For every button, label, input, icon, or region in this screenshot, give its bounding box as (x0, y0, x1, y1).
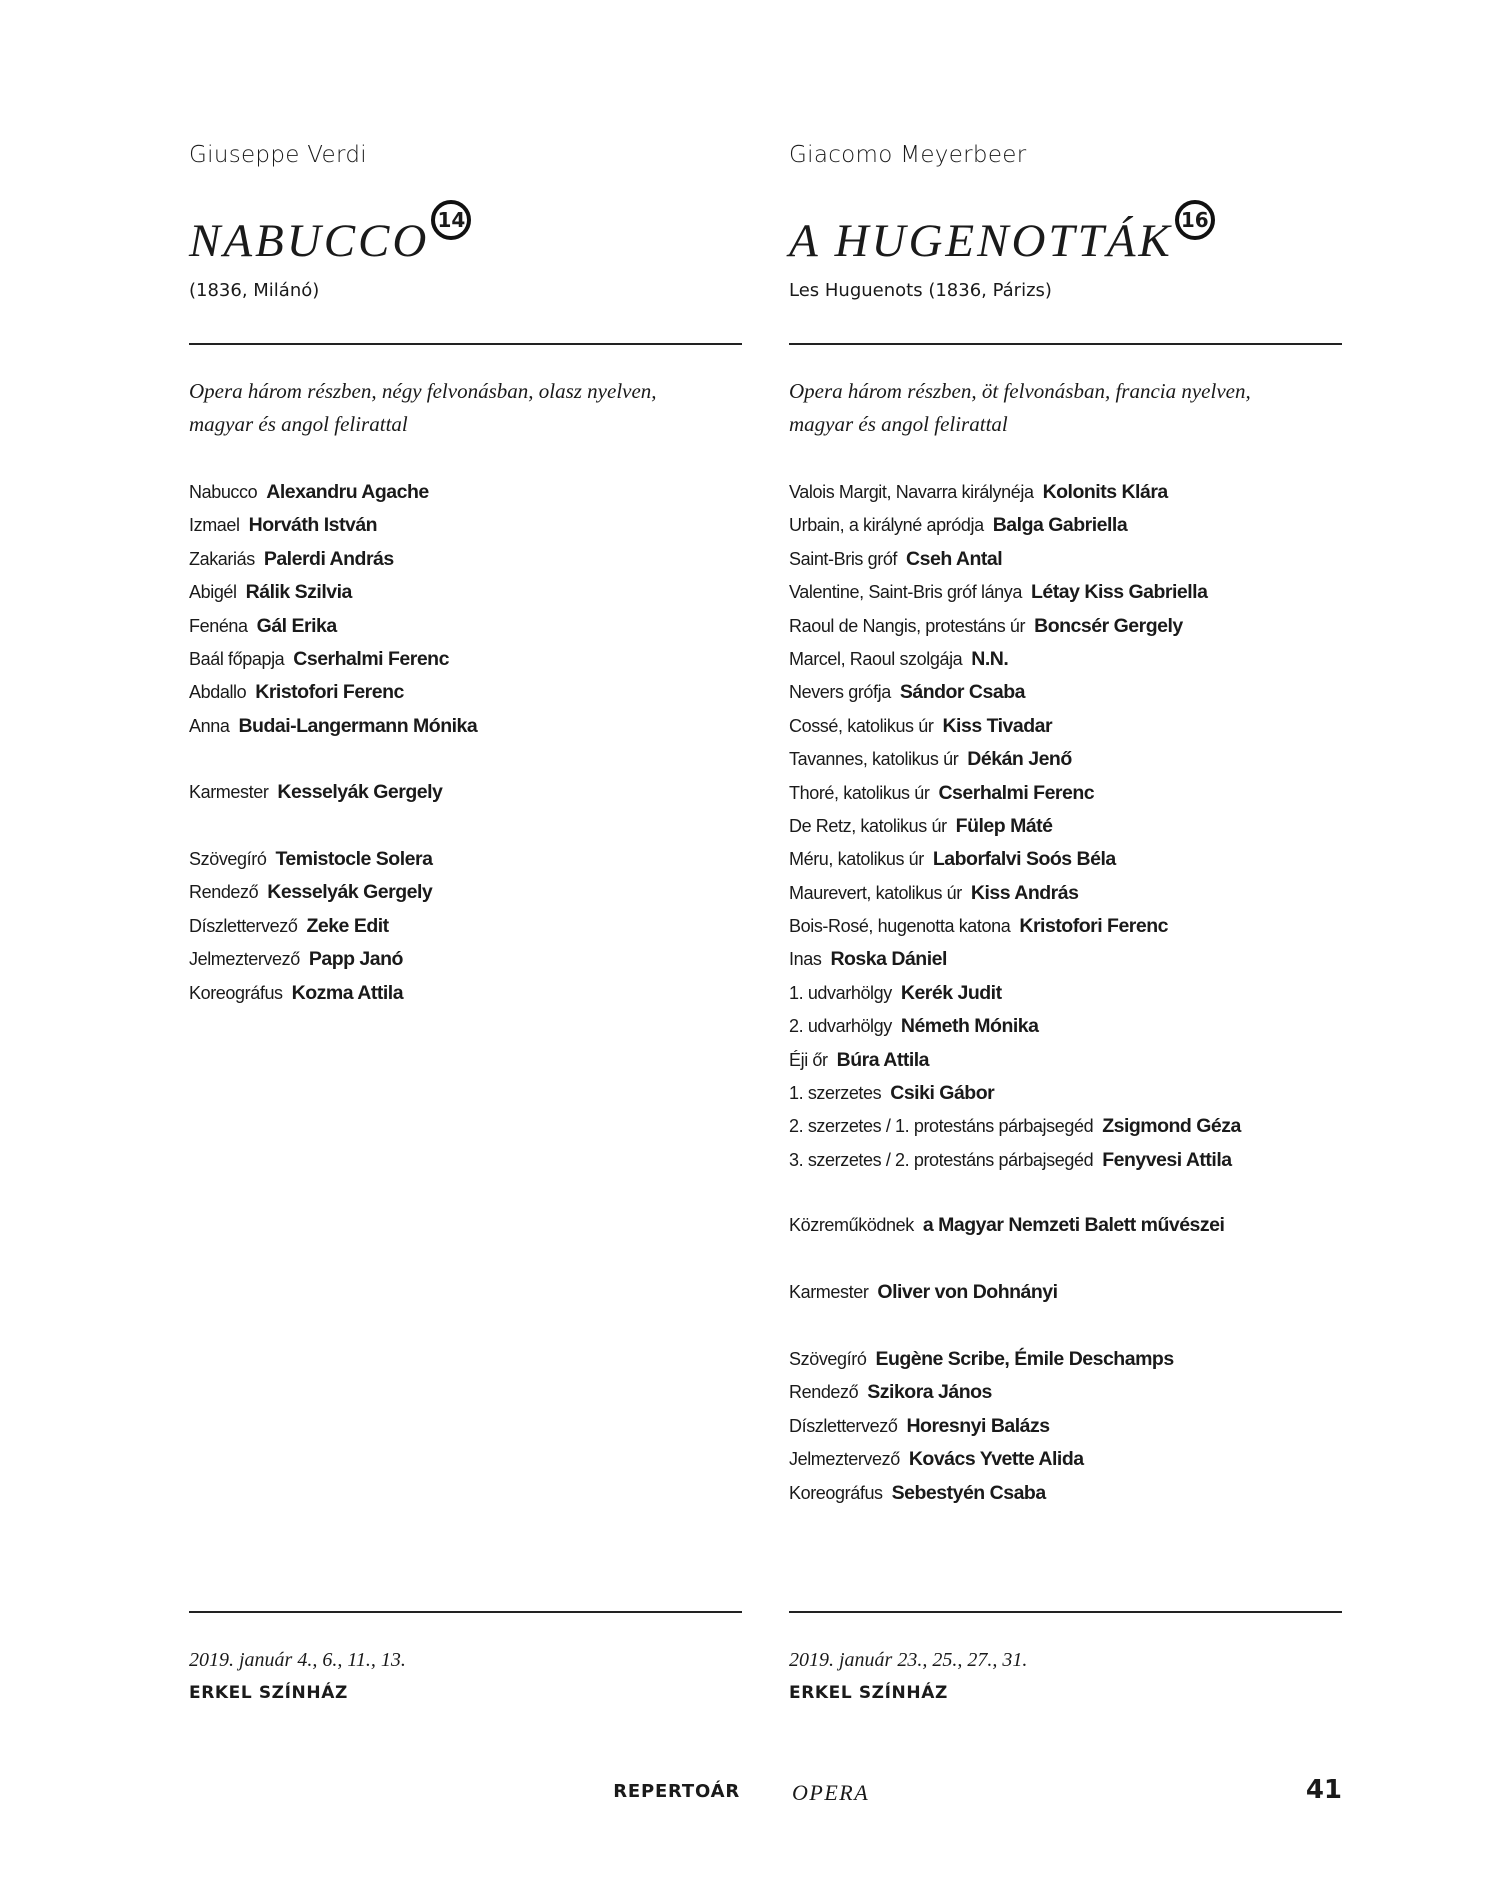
cast-row (189, 576, 742, 609)
crew-row (189, 843, 742, 876)
performer-name: Horváth István (248, 514, 378, 537)
cast-row (789, 476, 1342, 509)
performer-name: Gál Erika (256, 614, 337, 637)
crew-list (789, 1343, 1342, 1510)
performer-name: Oliver von Dohnányi (877, 1281, 1058, 1303)
conductor-row (789, 1276, 1342, 1309)
cast-row (789, 810, 1342, 843)
cast-row (789, 1077, 1342, 1110)
participants-row (789, 1209, 1342, 1242)
performer-name: Kristofori Ferenc (255, 681, 404, 704)
role-label: Karmester (789, 1282, 869, 1302)
role-label: Thoré, katolikus úr (789, 782, 930, 803)
performer-name: Kristofori Ferenc (1019, 915, 1168, 938)
performer-name: Fenyvesi Attila (1102, 1148, 1232, 1171)
cast-row (789, 1110, 1342, 1143)
conductor-block (189, 776, 742, 809)
role-label: Marcel, Raoul szolgája (789, 648, 963, 669)
performer-name: Cserhalmi Ferenc (293, 647, 449, 670)
performance-dates: 2019. január 23., 25., 27., 31. (789, 1649, 1028, 1671)
role-label: 1. szerzetes (789, 1083, 882, 1104)
cast-row (789, 1010, 1342, 1043)
title-block (789, 208, 1215, 267)
performer-name: Rálik Szilvia (245, 581, 352, 604)
crew-name: Kozma Attila (291, 981, 404, 1004)
role-label: Koreográfus (189, 982, 283, 1003)
cast-row (789, 1144, 1342, 1177)
footer-category-label: OPERA (792, 1780, 870, 1805)
performer-name: Kolonits Klára (1042, 481, 1168, 503)
cast-row (789, 777, 1342, 810)
crew-name: Kesselyák Gergely (267, 881, 433, 904)
production-subtitle: (1836, Milánó) (189, 280, 320, 301)
role-label: Cossé, katolikus úr (789, 715, 934, 736)
production-description (189, 375, 657, 441)
cast-row (189, 476, 742, 509)
crew-name: Sebestyén Csaba (891, 1481, 1046, 1504)
cast-row (189, 610, 742, 643)
performer-name: Sándor Csaba (899, 681, 1025, 704)
performer-name: Kesselyák Gergely (277, 781, 443, 803)
performance-dates: 2019. január 4., 6., 11., 13. (189, 1649, 406, 1671)
cast-list (189, 476, 742, 743)
role-label: 1. udvarhölgy (789, 982, 892, 1003)
performer-name: Kiss András (970, 881, 1079, 904)
cast-row (189, 676, 742, 709)
performer-name: Cseh Antal (906, 547, 1003, 570)
production-description (789, 375, 1251, 441)
role-label: Rendező (189, 882, 259, 903)
composer-name: Giacomo Meyerbeer (789, 142, 1027, 168)
top-divider (189, 343, 742, 345)
role-label: 2. szerzetes / 1. protestáns párbajsegéd (789, 1116, 1094, 1137)
cast-row (789, 643, 1342, 676)
age-rating-badge: 14 (431, 200, 471, 240)
role-label: Urbain, a királyné apródja (789, 515, 984, 536)
crew-row (789, 1443, 1342, 1476)
venue-name: ERKEL SZÍNHÁZ (789, 1683, 948, 1703)
description-line: magyar és angol felirattal (789, 412, 1008, 436)
role-label: Éji őr (789, 1049, 828, 1070)
cast-list (789, 476, 1342, 1177)
cast-row (789, 843, 1342, 876)
role-label: Saint-Bris gróf (789, 548, 898, 569)
crew-name: Temistocle Solera (275, 848, 433, 870)
crew-list (189, 843, 742, 1010)
cast-row (189, 710, 742, 743)
production-subtitle: Les Huguenots (1836, Párizs) (789, 280, 1052, 301)
role-label: Jelmeztervező (189, 949, 300, 970)
performer-name: Kiss Tivadar (942, 714, 1053, 737)
performer-name: N.N. (971, 647, 1009, 670)
crew-row (789, 1410, 1342, 1443)
role-label: 3. szerzetes / 2. protestáns párbajsegéd (789, 1149, 1094, 1170)
performer-name: Cserhalmi Ferenc (938, 781, 1095, 804)
title-block (189, 208, 471, 267)
crew-row (189, 943, 742, 976)
cast-row (789, 610, 1342, 643)
crew-name: Papp Janó (308, 948, 403, 971)
cast-row (189, 509, 742, 542)
role-label: Bois-Rosé, hugenotta katona (789, 916, 1011, 937)
crew-name: Szikora János (867, 1381, 992, 1404)
role-label: Valentine, Saint-Bris gróf lánya (789, 582, 1022, 603)
description-line: Opera három részben, öt felvonásban, francia nyelven, (789, 379, 1251, 403)
cast-row (789, 910, 1342, 943)
role-label: Nevers grófja (789, 682, 891, 703)
performer-name: Kerék Judit (900, 981, 1002, 1004)
crew-name: Horesnyi Balázs (906, 1414, 1050, 1437)
cast-row (189, 643, 742, 676)
crew-name: Zeke Edit (306, 914, 389, 937)
cast-row (789, 943, 1342, 976)
description-line: magyar és angol felirattal (189, 412, 408, 436)
role-label: Díszlettervező (189, 915, 298, 936)
bottom-divider (189, 1611, 742, 1613)
venue-name: ERKEL SZÍNHÁZ (189, 1683, 348, 1703)
crew-row (189, 910, 742, 943)
cast-row (789, 1044, 1342, 1077)
composer-name: Giuseppe Verdi (189, 142, 367, 168)
crew-row (189, 977, 742, 1010)
role-label: Zakariás (189, 548, 255, 569)
role-label: Karmester (189, 782, 269, 802)
performer-name: Dékán Jenő (967, 748, 1072, 771)
participants-block (789, 1209, 1342, 1242)
role-label: Díszlettervező (789, 1415, 898, 1436)
role-label: Raoul de Nangis, protestáns úr (789, 615, 1026, 636)
performer-name: Palerdi András (263, 547, 394, 570)
role-label: Tavannes, katolikus úr (789, 749, 959, 770)
role-label: Maurevert, katolikus úr (789, 882, 962, 903)
cast-row (789, 877, 1342, 910)
description-line: Opera három részben, négy felvonásban, olasz nyelven, (189, 379, 657, 403)
role-label: Koreográfus (789, 1482, 883, 1503)
bottom-divider (789, 1611, 1342, 1613)
performer-name: Budai-Langermann Mónika (238, 714, 478, 737)
cast-row (789, 710, 1342, 743)
role-label: Inas (789, 949, 822, 970)
footer-section-label: REPERTOÁR (613, 1781, 740, 1802)
cast-row (789, 977, 1342, 1010)
role-label: Baál főpapja (189, 648, 285, 669)
page-number: 41 (1305, 1775, 1342, 1805)
performer-name: Csiki Gábor (890, 1082, 995, 1105)
role-label: Szövegíró (189, 849, 267, 869)
role-label: Méru, katolikus úr (789, 849, 924, 870)
age-rating-badge: 16 (1175, 200, 1215, 240)
role-label: De Retz, katolikus úr (789, 815, 947, 836)
role-label: Nabucco (189, 482, 258, 502)
role-label: Anna (189, 715, 230, 736)
role-label: Jelmeztervező (789, 1449, 900, 1470)
conductor-row (189, 776, 742, 809)
performer-name: Boncsér Gergely (1034, 614, 1183, 637)
production-title: A HUGENOTTÁK (789, 215, 1173, 267)
role-label: Abdallo (189, 682, 247, 703)
performer-name: a Magyar Nemzeti Balett művészei (922, 1214, 1225, 1236)
role-label: 2. udvarhölgy (789, 1016, 892, 1037)
crew-row (789, 1477, 1342, 1510)
crew-name: Kovács Yvette Alida (908, 1448, 1084, 1471)
crew-row (789, 1343, 1342, 1376)
performer-name: Létay Kiss Gabriella (1031, 581, 1208, 604)
performer-name: Németh Mónika (900, 1015, 1039, 1038)
crew-name: Eugène Scribe, Émile Deschamps (875, 1348, 1174, 1370)
cast-row (789, 576, 1342, 609)
cast-row (789, 543, 1342, 576)
cast-row (789, 743, 1342, 776)
conductor-block (789, 1276, 1342, 1309)
crew-row (189, 876, 742, 909)
role-label: Szövegíró (789, 1349, 867, 1369)
role-label: Fenéna (189, 615, 248, 636)
performer-name: Balga Gabriella (992, 514, 1128, 537)
role-label: Izmael (189, 515, 240, 536)
role-label: Valois Margit, Navarra királynéja (789, 482, 1034, 502)
performer-name: Roska Dániel (830, 948, 947, 971)
cast-row (789, 676, 1342, 709)
cast-row (189, 543, 742, 576)
performer-name: Búra Attila (836, 1048, 929, 1071)
role-label: Abigél (189, 582, 237, 603)
cast-row (789, 509, 1342, 542)
performer-name: Alexandru Agache (266, 481, 429, 503)
performer-name: Fülep Máté (955, 814, 1053, 837)
crew-row (789, 1376, 1342, 1409)
top-divider (789, 343, 1342, 345)
production-title: NABUCCO (189, 215, 430, 267)
role-label: Rendező (789, 1382, 859, 1403)
performer-name: Laborfalvi Soós Béla (932, 848, 1116, 871)
performer-name: Zsigmond Géza (1102, 1115, 1241, 1138)
role-label: Közreműködnek (789, 1215, 914, 1235)
